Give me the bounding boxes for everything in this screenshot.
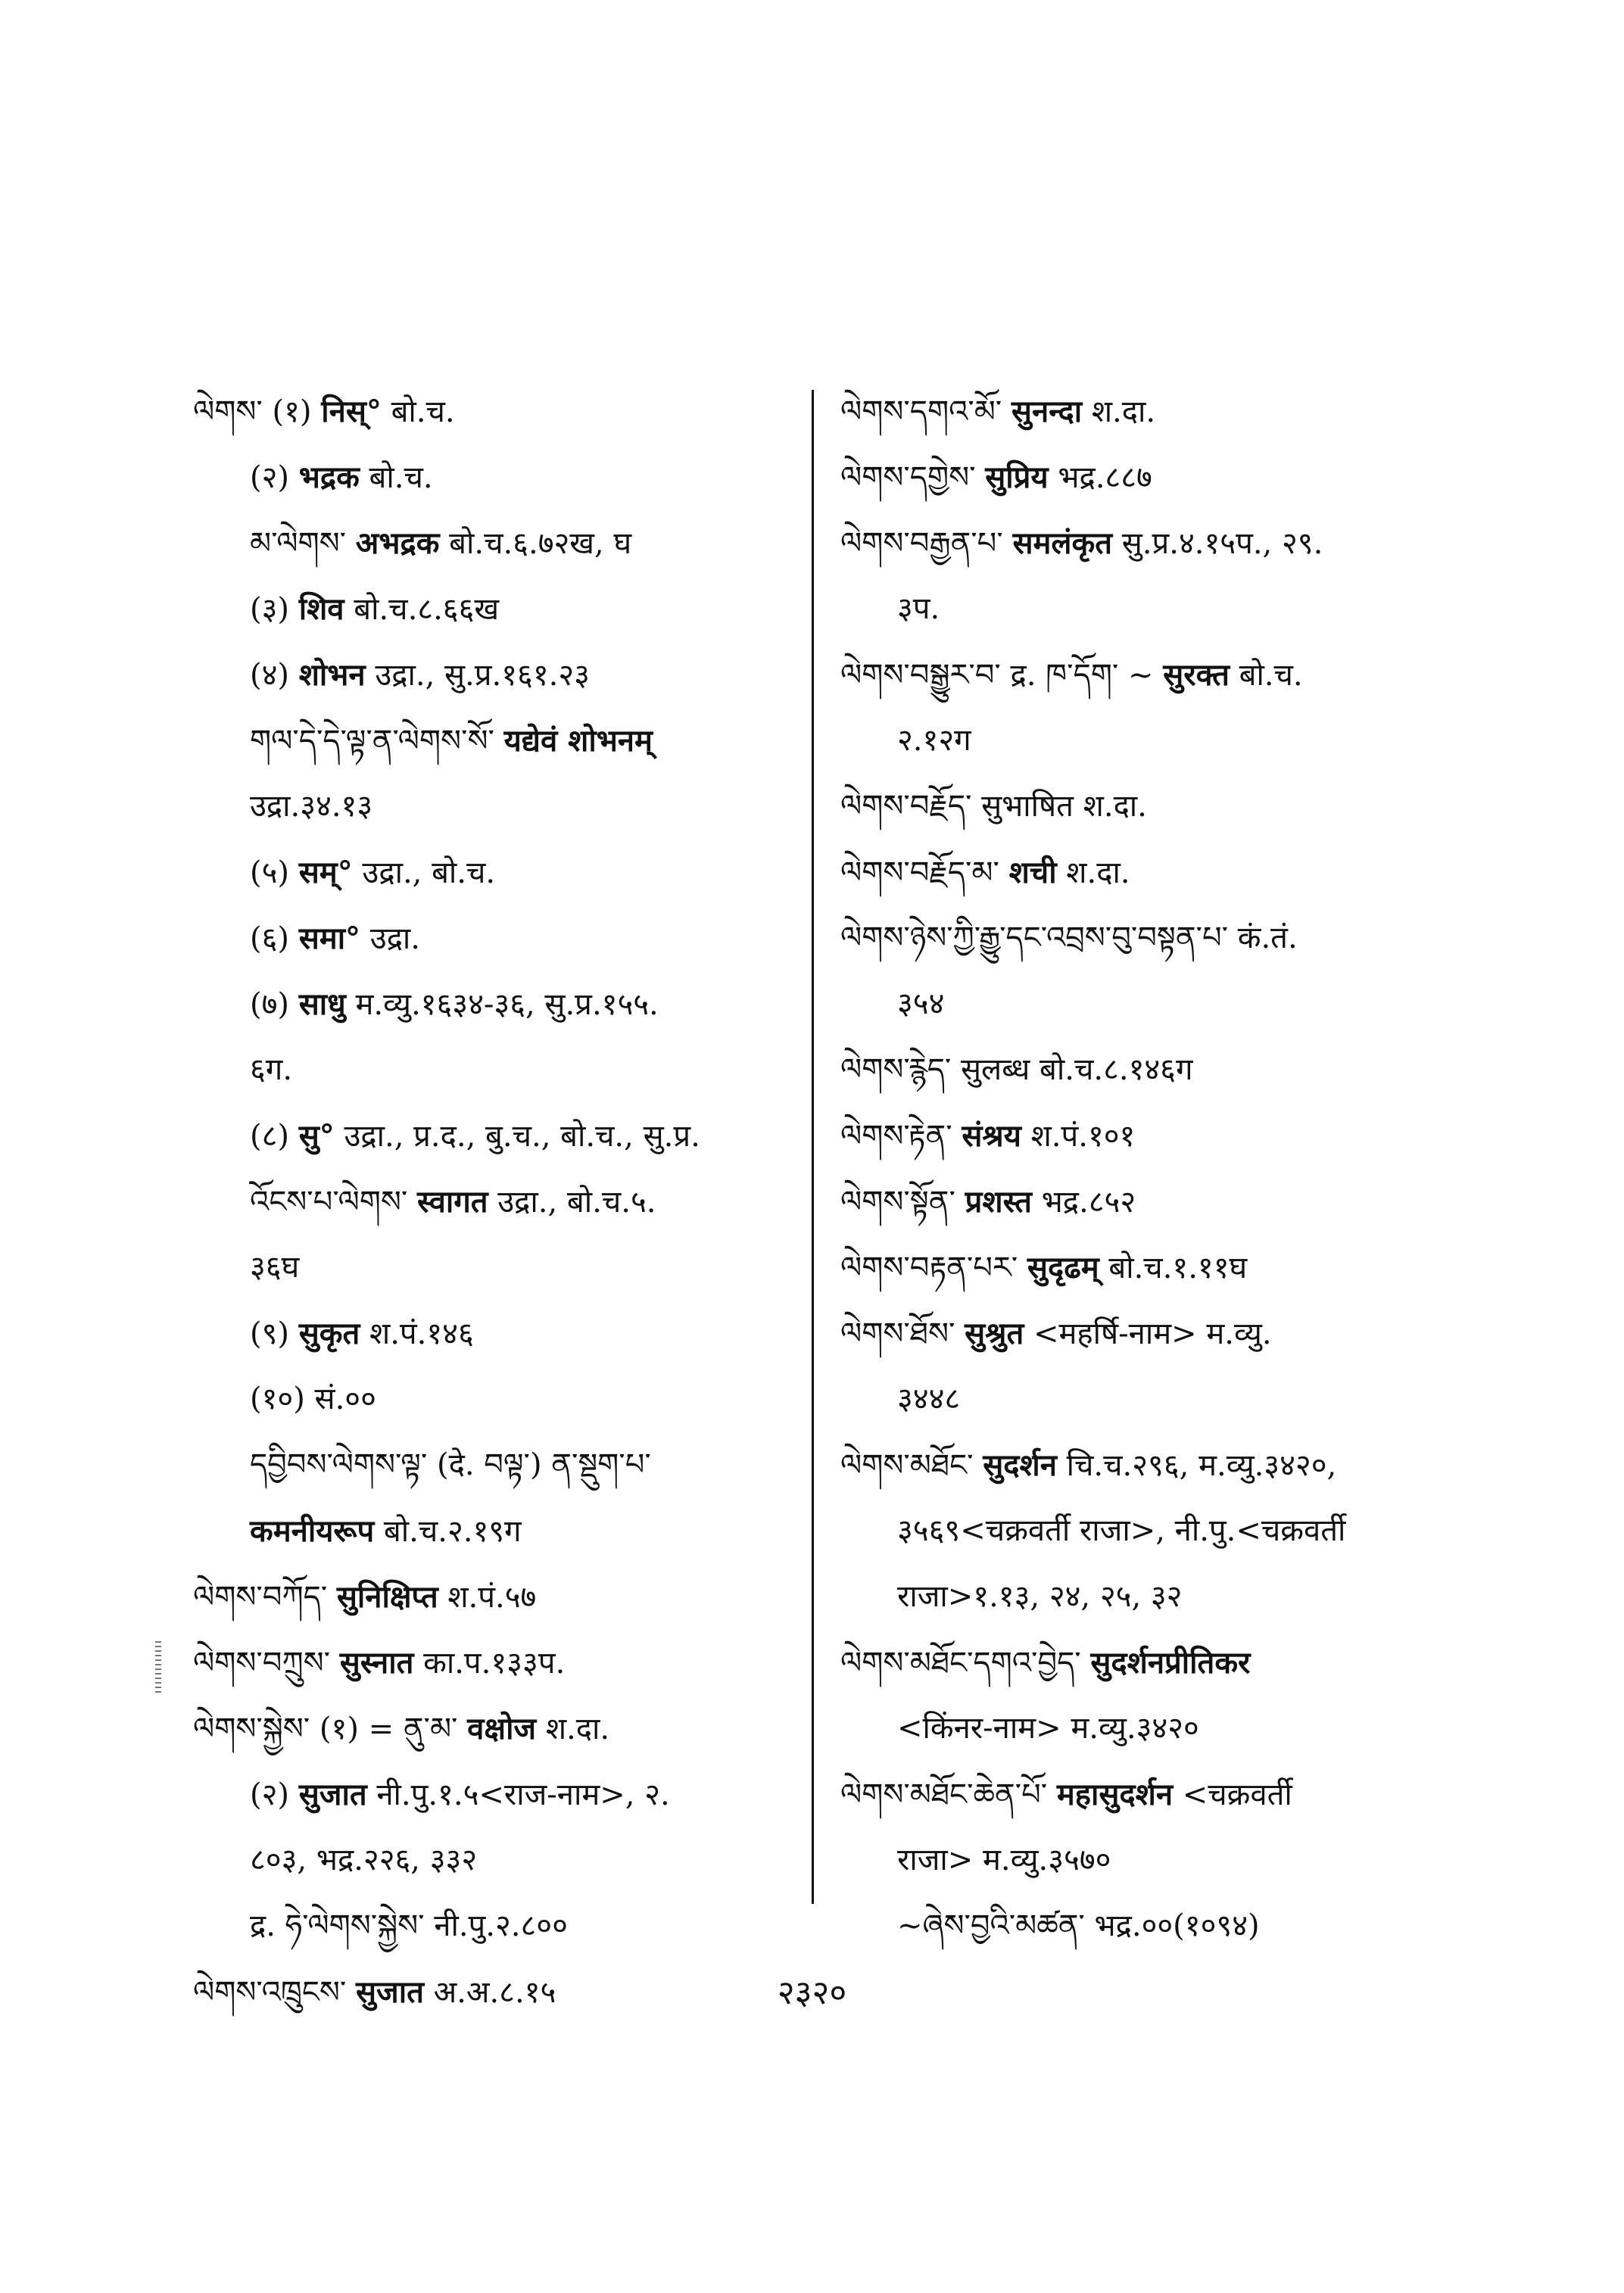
entry-line <box>897 1498 1446 1564</box>
margin-mark <box>155 1641 161 1694</box>
entry-line <box>250 1762 799 1827</box>
entry-line <box>250 1893 799 1959</box>
entry-text: सुलब्ध <box>961 1052 1030 1087</box>
entry-text: उद्रा., बो.च. <box>352 855 496 890</box>
entry-text: ལེགས་སྐྱེས་ (१) = ནུ་མ་ <box>193 1712 468 1746</box>
entry-text: (७) <box>250 987 299 1022</box>
entry-text: श.पं.१०१ <box>1021 1119 1136 1154</box>
entry-line <box>840 510 1446 576</box>
headword-sanskrit: सुश्रुत <box>965 1316 1024 1351</box>
entry-text: श.दा. <box>1073 789 1147 824</box>
entry-text: ~ཞེས་བྱའི་མཚན་ भद्र.००(१०९४) <box>897 1908 1260 1943</box>
entry-line <box>193 1630 799 1696</box>
entry-text: ལེགས་སྟོན་ <box>840 1185 965 1220</box>
headword-sanskrit: यद्येवं शोभनम् <box>503 723 653 759</box>
entry-text: ལེགས་དགའ་མོ་ <box>840 394 1011 429</box>
entry-text: ལེགས་ཐོས་ <box>840 1316 965 1351</box>
entry-text: གལ་དེ་དེ་ལྟ་ན་ལེགས་སོ་ <box>250 724 504 759</box>
headword-sanskrit: अभद्रक <box>355 525 440 561</box>
headword-sanskrit: समा° <box>298 921 361 956</box>
entry-text: बो.च.८.१४६ग <box>1030 1052 1193 1087</box>
entry-text: (६) <box>250 921 299 956</box>
entry-text: श.दा. <box>536 1712 610 1746</box>
entry-line <box>250 1301 799 1366</box>
entry-line <box>250 1366 799 1432</box>
entry-text: ལེགས་བརྒྱན་པ་ <box>840 526 1013 561</box>
entry-text: ལེགས་ <box>193 394 263 429</box>
entry-line <box>840 642 1446 708</box>
headword-sanskrit: सु° <box>298 1118 335 1154</box>
headword-sanskrit: सुस्नात <box>339 1645 414 1681</box>
entry-line <box>193 1564 799 1630</box>
headword-sanskrit: शिव <box>298 591 344 627</box>
entry-text: (२) <box>250 1777 299 1812</box>
entry-line <box>250 642 799 708</box>
headword-sanskrit: सुनन्दा <box>1011 394 1083 429</box>
entry-text: ལེགས་བརྟན་པར་ <box>840 1251 1027 1285</box>
entry-text: ལེགས་བརྗོད་མ་ <box>840 855 1009 890</box>
entry-text: <चक्रवर्ती <box>1173 1777 1292 1812</box>
entry-text: द्र. ཧེ་ལེགས་སྐྱེས་ नी.पु.२.८०० <box>250 1908 568 1943</box>
entry-text: राजा>१.१३, २४, २५, ३२ <box>897 1579 1183 1614</box>
left-column <box>193 379 799 2025</box>
headword-sanskrit: भद्रक <box>298 460 360 495</box>
headword-sanskrit: सम्° <box>298 855 353 890</box>
headword-sanskrit: वक्षोज <box>467 1711 537 1746</box>
page-number: २३२० <box>777 1974 847 2012</box>
entry-line <box>897 1564 1446 1630</box>
entry-line <box>840 774 1446 840</box>
entry-text: बो.च.१.११घ <box>1099 1251 1248 1285</box>
entry-text: <किंनर-नाम> म.व्यु.३४२० <box>897 1711 1199 1746</box>
headword-sanskrit: सुरक्त <box>1163 657 1230 693</box>
entry-text: ལེགས་རྟེན་ <box>840 1119 962 1154</box>
entry-text: ལེགས་ཉེས་ཀྱི་རྒྱུ་དང་འབྲས་བུ་བསྟན་པ་ <box>840 921 1238 955</box>
entry-text: उद्रा., सु.प्र.१६१.२३ <box>365 658 590 693</box>
headword-sanskrit: सुनिक्षिप्त <box>336 1579 438 1615</box>
entry-line <box>250 1498 799 1564</box>
headword-sanskrit: शोभन <box>298 657 366 693</box>
entry-text: ८०३, भद्र.२२६, ३३२ <box>250 1843 478 1877</box>
entry-text: (८) <box>250 1119 299 1154</box>
entry-text: ३५४ <box>897 986 945 1021</box>
entry-text: ལེགས་བཀྲུས་ <box>193 1646 340 1681</box>
entry-line <box>250 576 799 642</box>
entry-line <box>250 774 799 840</box>
entry-line <box>840 1103 1446 1169</box>
entry-line <box>250 1103 799 1169</box>
entry-text: (३) <box>250 592 299 627</box>
entry-line <box>840 1301 1446 1366</box>
headword-sanskrit: सुकृत <box>298 1316 360 1351</box>
entry-text: ལེགས་མཐོང་ <box>840 1448 983 1483</box>
entry-text: अ.अ.८.१५ <box>423 1975 556 2010</box>
entry-line <box>840 840 1446 905</box>
entry-line <box>897 1696 1446 1762</box>
right-column <box>840 379 1446 1959</box>
entry-text: ३४४८ <box>897 1382 961 1416</box>
entry-text: नी.पु.१.५<राज-नाम>, २. <box>366 1777 670 1812</box>
entry-text: ३६घ <box>250 1250 300 1285</box>
entry-line <box>840 1630 1446 1696</box>
entry-text: श.पं.५७ <box>438 1580 537 1615</box>
entry-text: उद्रा. <box>360 921 421 956</box>
entry-line <box>250 510 799 576</box>
entry-line <box>840 1235 1446 1301</box>
headword-sanskrit: सुप्रिय <box>985 460 1049 495</box>
entry-text: भद्र.८५२ <box>1031 1185 1136 1220</box>
entry-text: ལེགས་མཐོང་དགའ་བྱེད་ <box>840 1646 1091 1681</box>
entry-text: बो.च.६.७२ख, घ <box>439 526 632 561</box>
entry-text: ལེགས་འཁྲུངས་ <box>193 1975 356 2010</box>
entry-text: का.प.१३३प. <box>413 1646 566 1681</box>
entry-line <box>250 1432 799 1498</box>
entry-text: उद्रा., बो.च.५. <box>488 1185 656 1220</box>
entry-line <box>193 379 799 444</box>
entry-text: चि.च.२९६, म.व्यु.३४२०, <box>1056 1448 1337 1483</box>
entry-text: ६ग. <box>250 1052 293 1087</box>
entry-text: (४) <box>250 658 299 693</box>
entry-text: सुभाषित <box>981 789 1074 824</box>
entry-text: <महर्षि-नाम> म.व्यु. <box>1024 1316 1272 1351</box>
entry-text: (२) <box>250 460 299 495</box>
entry-text: २.१२ग <box>897 723 971 758</box>
entry-text: ལེགས་དགྱེས་ <box>840 460 986 495</box>
entry-text: (९) <box>250 1316 299 1351</box>
entry-text: बो.च. <box>359 460 433 495</box>
entry-line <box>840 1037 1446 1103</box>
entry-line <box>897 1827 1446 1893</box>
headword-sanskrit: प्रशस्त <box>965 1184 1032 1220</box>
headword-sanskrit: सुदर्शन <box>983 1447 1057 1483</box>
entry-text: ལེགས་བཀོད་ <box>193 1580 337 1615</box>
entry-text: बो.च.८.६६ख <box>344 592 500 627</box>
entry-line <box>840 1762 1446 1827</box>
headword-sanskrit: समलंकृत <box>1012 525 1113 561</box>
headword-sanskrit: संश्रय <box>962 1118 1021 1154</box>
entry-line <box>840 1432 1446 1498</box>
entry-line <box>250 1235 799 1301</box>
headword-sanskrit: कमनीयरूप <box>250 1513 375 1549</box>
headword-sanskrit: सुजात <box>356 1974 424 2010</box>
entry-text: राजा> म.व्यु.३५७० <box>897 1843 1111 1877</box>
entry-text: དབྱིབས་ལེགས་ལྟ་ (दे. བལྟ་) ན་སྡུག་པ་ <box>250 1447 651 1482</box>
entry-line <box>840 1169 1446 1235</box>
entry-text: श.पं.१४६ <box>360 1316 474 1351</box>
entry-text: बो.च.२.१९ग <box>374 1514 522 1549</box>
entry-text: श.दा. <box>1082 394 1156 429</box>
entry-line <box>250 708 799 774</box>
entry-text: ལེགས་མཐོང་ཆེན་པོ་ <box>840 1777 1057 1812</box>
entry-text: ལེགས་བསྒྱུར་བ་ द्र. ཁ་དོག་ ~ <box>840 658 1164 693</box>
entry-text: म.व्यु.१६३४-३६, सु.प्र.१५५. <box>345 987 659 1022</box>
entry-line <box>840 905 1446 971</box>
entry-text: उद्रा.३४.१३ <box>250 789 373 824</box>
entry-text: ལེགས་བརྗོད་ <box>840 789 982 824</box>
headword-sanskrit: निस्° <box>321 394 382 429</box>
entry-line <box>897 1893 1446 1959</box>
entry-text: འོངས་པ་ལེགས་ <box>250 1185 418 1220</box>
entry-text: ३५६९<चक्रवर्ती राजा>, नी.पु.<चक्रवर्ती <box>897 1513 1346 1548</box>
headword-sanskrit: स्वागत <box>417 1184 488 1220</box>
headword-sanskrit: सुजात <box>298 1777 367 1812</box>
entry-text: कं.तं. <box>1237 921 1298 955</box>
entry-line <box>193 1696 799 1762</box>
entry-text: མ་ལེགས་ <box>250 526 356 561</box>
entry-line <box>250 444 799 510</box>
entry-line <box>897 576 1446 642</box>
entry-text: ३प. <box>897 591 940 626</box>
headword-sanskrit: महासुदर्शन <box>1056 1777 1174 1812</box>
entry-line <box>897 971 1446 1037</box>
entry-text: सं.०० <box>314 1382 376 1416</box>
entry-text: बो.च. <box>1229 658 1303 693</box>
entry-line <box>840 379 1446 444</box>
headword-sanskrit: शची <box>1008 855 1057 890</box>
entry-text: ལེགས་རྙེད་ <box>840 1052 961 1087</box>
entry-line <box>250 1169 799 1235</box>
entry-text: श.दा. <box>1056 855 1130 890</box>
entry-text: बो.च. <box>381 394 455 429</box>
headword-sanskrit: साधु <box>298 986 346 1022</box>
entry-text: (५) <box>250 855 299 890</box>
entry-line <box>250 840 799 905</box>
entry-line <box>250 1037 799 1103</box>
entry-line <box>897 708 1446 774</box>
entry-line <box>897 1366 1446 1432</box>
entry-text: (१) <box>262 394 322 429</box>
entry-text: (१०) <box>250 1382 315 1416</box>
entry-line <box>250 1827 799 1893</box>
headword-sanskrit: सुदृढम् <box>1027 1250 1099 1285</box>
entry-line <box>250 905 799 971</box>
headword-sanskrit: सुदर्शनप्रीतिकर <box>1090 1645 1251 1681</box>
entry-line <box>840 444 1446 510</box>
entry-text: भद्र.८८७ <box>1048 460 1152 495</box>
entry-line <box>250 971 799 1037</box>
entry-text: उद्रा., प्र.द., बु.च., बो.च., सु.प्र. <box>334 1119 700 1154</box>
entry-text: सु.प्र.४.१५प., २९. <box>1112 526 1323 561</box>
column-divider <box>812 390 814 1904</box>
